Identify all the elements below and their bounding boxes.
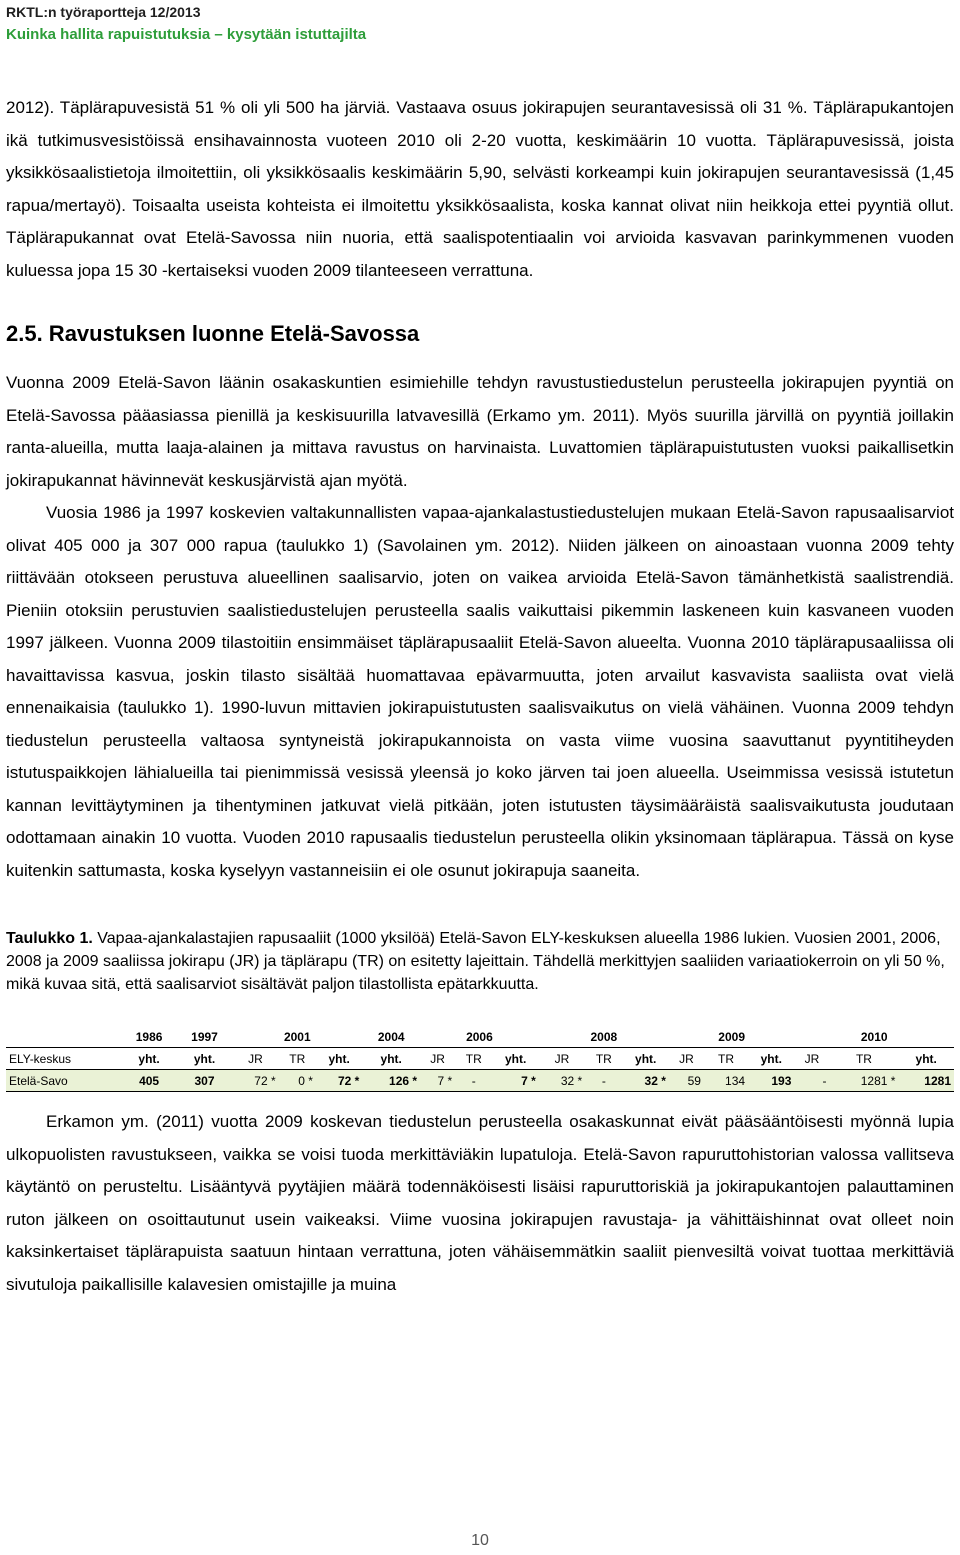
cell: - [455,1070,492,1092]
catch-table-wrap [6,1026,954,1092]
cell: 126 * [362,1070,420,1092]
catch-table [6,1026,954,1092]
cell: 7 * [420,1070,455,1092]
col-yht: yht. [898,1048,954,1070]
col-yht: yht. [362,1048,420,1070]
cell: 0 * [279,1070,316,1092]
col-tr: TR [704,1048,748,1070]
cell: 405 [121,1070,176,1092]
cell: 72 * [232,1070,278,1092]
table-caption [6,927,954,996]
running-header [0,0,960,54]
col-yht: yht. [177,1048,232,1070]
table-header-row [6,1048,954,1070]
cell: 193 [748,1070,794,1092]
report-series-title: RKTL:n työraportteja 12/2013 [6,4,201,20]
paragraph-1: 2012). Täplärapuvesistä 51 % oli yli 500 ha järviä. Vastaava osuus jokirapujen seurantavesissä oli 31 %. Täplärapukantojen ikä tutkimusvesistöissä ensihavainnosta vuoteen 2010 oli 2-20 vuotta, keskimäärin 10 vuotta. Täplärapuvesissä, joista yksikkösaalistietoja ilmoitettiin, oli yksikkösaalis keskimäärin 5,90, selvästi korkeampi kuin jokirapujen seurantavesissä (1,45 rapua/mertayö). Toisaalta useista kohteista ei ilmoitettu yksikkösaalista, koska kannat olivat niin heikkoja ettei pyyntiä ollut. Täplärapukannat ovat Etelä-Savossa niin nuoria, että saalispotentiaalin voi arvioida kasvavan parinkymmenen vuoden kuluessa jopa 15 30 -kertaiseksi vuoden 2009 tilanteeseen verrattuna. [6,98,954,280]
cell: 59 [669,1070,704,1092]
cell: 7 * [492,1070,538,1092]
cell: - [794,1070,829,1092]
cell: 72 * [316,1070,362,1092]
year-cell: 2010 [794,1026,954,1048]
section-heading: 2.5. Ravustuksen luonne Etelä-Savossa [6,321,420,346]
year-cell: 2001 [232,1026,362,1048]
col-tr: TR [279,1048,316,1070]
cell: 307 [177,1070,232,1092]
year-cell: 2006 [420,1026,539,1048]
paragraph-3: Vuosia 1986 ja 1997 koskevien valtakunnallisten vapaa-ajankalastustiedustelujen mukaan Etelä-Savon rapusaalisarviot olivat 405 000 ja 307 000 rapua (taulukko 1) (Savolainen ym. 2012). Niiden jälkeen on ainoastaan vuonna 2009 tehty riittävään otokseen perustuva alueellinen saalisarvio, joten on vaikea arvioida Etelä-Savon tämänhetkistä saalistrendiä. Pieniin otoksiin perustuvien saalistiedustelujen perusteella saalis vaikuttaisi pikemmin laskeneen kuin kasvaneen vuoden 1997 jälkeen. Vuonna 2009 tilastoitiin ensimmäiset täplärapusaaliit Etelä-Savon alueelta. Vuonna 2010 täplärapusaaliissa oli havaittavissa kasvua, joskin tilasto sisältää huomattavaa epävarmuutta, joten arvailut kasvavista saaliista ovat vielä ennenaikaisia (taulukko 1). 1990-luvun mittavien jokirapuistutusten saalisvaikutus on vielä vähäinen. Vuonna 2009 tehdyn tiedustelun perusteella valtaosa syntyneistä jokirapukannoista on vasta viime vuosina saavuttanut pyyntitiheyden istutuspaikkojen lähialueilla tai pienimmissä vesissä yleensä jo koko järven tai joen alueella. Useimmissa vesissä istutetun kannan levittäytyminen ja tihentyminen jatkuvat vielä pitkään, joten istutusten täysimääräistä saalisvaikutusta joudutaan odottamaan ainakin 10 vuotta. Vuoden 2010 rapusaalis tiedustelun perusteella olikin yksinomaan täplärapua. Tässä on kyse kuitenkin sattumasta, koska kyselyyn vastanneisiin ei ole osunut jokirapuja saaneita. [6,503,954,880]
page-body [6,92,954,1301]
col-yht: yht. [316,1048,362,1070]
table-year-row [6,1026,954,1048]
col-jr: JR [794,1048,829,1070]
year-cell: 1997 [177,1026,232,1048]
page-number: 10 [471,1532,489,1549]
cell: 134 [704,1070,748,1092]
paragraph-2: Vuonna 2009 Etelä-Savon läänin osakaskuntien esimiehille tehdyn ravustustiedustelun perusteella jokirapujen pyyntiä on Etelä-Savossa pääasiassa pienillä ja keskisuurilla latvavesillä (Erkamo ym. 2011). Myös suurilla järvillä on pyyntiä joillakin ranta-alueilla, mutta laaja-alainen ja mittava ravustus on harvinaista. Luvattomien täplärapuistutusten vuoksi paikallisetkin jokirapukannat hävinnevät keskusjärvistä ajan myötä. [6,373,954,490]
cell: 1281 * [829,1070,898,1092]
col-tr: TR [455,1048,492,1070]
col-jr: JR [669,1048,704,1070]
year-cell: 2004 [362,1026,420,1048]
col-tr: TR [829,1048,898,1070]
row-label: ELY-keskus [6,1048,121,1070]
col-jr: JR [539,1048,585,1070]
year-cell: 2008 [539,1026,669,1048]
col-yht: yht. [492,1048,538,1070]
col-tr: TR [585,1048,622,1070]
year-cell: 1986 [121,1026,176,1048]
cell: 32 * [539,1070,585,1092]
row-label: Etelä-Savo [6,1070,121,1092]
col-yht: yht. [748,1048,794,1070]
col-jr: JR [420,1048,455,1070]
cell: 32 * [623,1070,669,1092]
table-caption-text: Vapaa-ajankalastajien rapusaaliit (1000 yksilöä) Etelä-Savon ELY-keskuksen alueella 1986 lukien. Vuosien 2001, 2006, 2008 ja 2009 saaliissa jokirapu (JR) ja täplärapu (TR) on esitetty lajeittain. Tähdellä merkittyjen saaliiden variaatiokerroin on yli 50 %, mikä kuvaa sitä, että saalisarviot sisältävät paljon tilastollista epätarkkuutta. [6,930,945,993]
paragraph-4: Erkamon ym. (2011) vuotta 2009 koskevan tiedustelun perusteella osakaskunnat eivät pääsääntöisesti myönnä lupia ulkopuolisten ravustukseen, vaikka se voisi tuoda merkittäviäkin lupatuloja. Etelä-Savon rapuruttohistorian valossa vallitseva käytäntö on perusteltu. Lisääntyvä pyytäjien määrä todennäköisesti lisäisi rapuruttoriskiä ja jokirapukantojen palauttaminen ruton jälkeen on osoittautunut usein vaikeaksi. Viime vuosina jokirapujen ravustaja- ja vähittäishinnat ovat olleet noin kaksinkertaiset täplärapuista saatuun hintaan verrattuna, joten vähäisemmätkin saaliit pienvesiltä voivat tuottaa merkittäviä sivutuloja paikallisille kalavesien omistajille ja muina [6,1112,954,1294]
report-title: Kuinka hallita rapuistutuksia – kysytään istuttajilta [6,26,367,43]
table-caption-label: Taulukko 1. [6,930,93,947]
cell: - [585,1070,622,1092]
cell: 1281 [898,1070,954,1092]
col-yht: yht. [623,1048,669,1070]
year-cell [6,1026,121,1048]
col-yht: yht. [121,1048,176,1070]
table-row [6,1070,954,1092]
col-jr: JR [232,1048,278,1070]
year-cell: 2009 [669,1026,795,1048]
